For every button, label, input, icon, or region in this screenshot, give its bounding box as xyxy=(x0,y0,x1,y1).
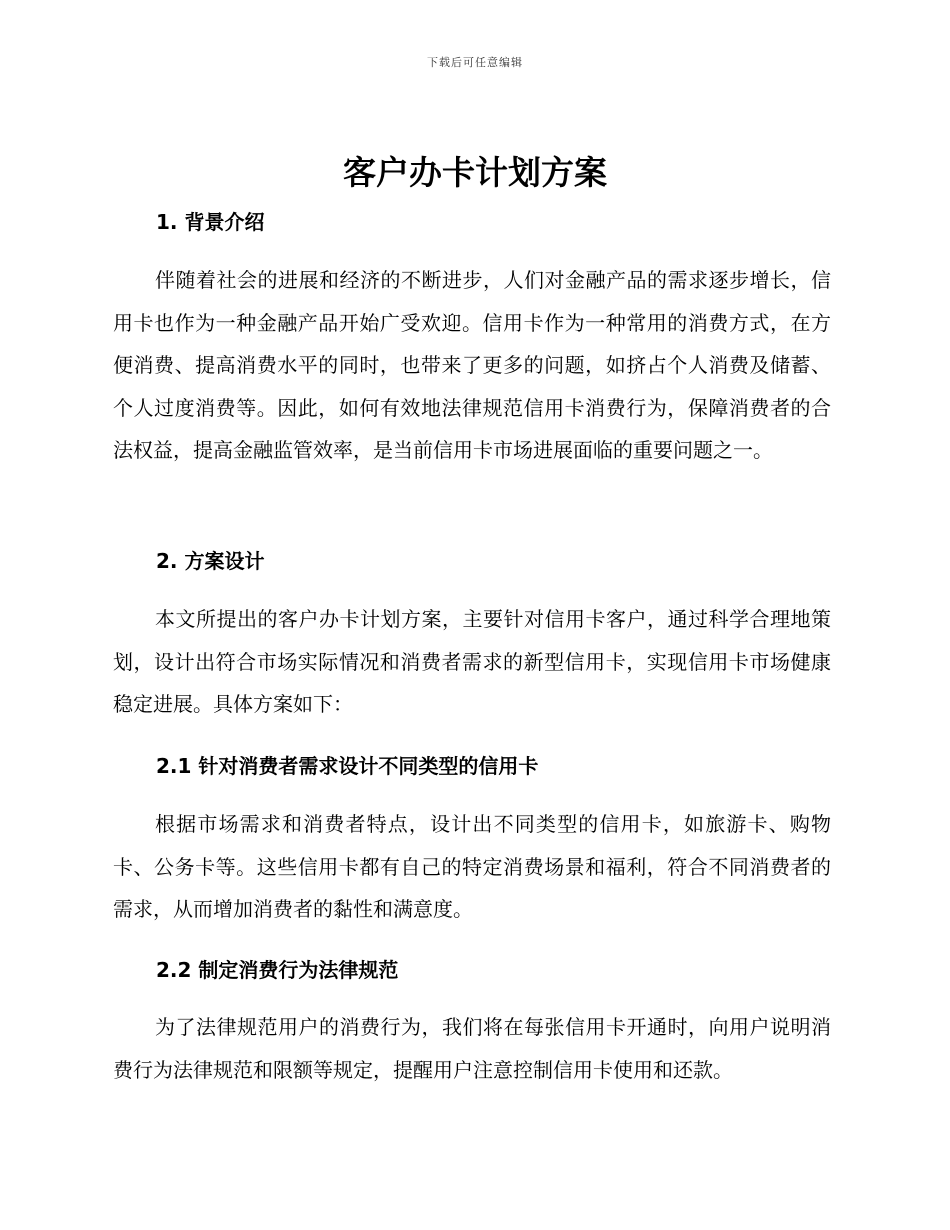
section-heading-consumption-rules: 2.2 制定消费行为法律规范 xyxy=(156,958,399,982)
header-note: 下载后可任意编辑 xyxy=(427,56,523,69)
section-paragraph-card-types: 根据市场需求和消费者特点，设计出不同类型的信用卡，如旅游卡、购物卡、公务卡等。这些信用卡都有自己的特定消费场景和福利，符合不同消费者的需求，从而增加消费者的黏性和满意度。 xyxy=(113,812,831,921)
section-paragraph-consumption-rules: 为了法律规范用户的消费行为，我们将在每张信用卡开通时，向用户说明消费行为法律规范和限额等规定，提醒用户注意控制信用卡使用和还款。 xyxy=(113,1015,831,1082)
section-heading-card-types: 2.1 针对消费者需求设计不同类型的信用卡 xyxy=(156,754,539,778)
section-paragraph-plan-design: 本文所提出的客户办卡计划方案，主要针对信用卡客户，通过科学合理地策划，设计出符合市场实际情况和消费者需求的新型信用卡，实现信用卡市场健康稳定进展。具体方案如下： xyxy=(113,607,831,716)
section-heading-background: 1. 背景介绍 xyxy=(156,210,265,234)
section-heading-plan-design: 2. 方案设计 xyxy=(156,549,265,573)
section-paragraph-background: 伴随着社会的进展和经济的不断进步，人们对金融产品的需求逐步增长，信用卡也作为一种金融产品开始广受欢迎。信用卡作为一种常用的消费方式，在方便消费、提高消费水平的同时，也带来了更多的问题，如挤占个人消费及储蓄、个人过度消费等。因此，如何有效地法律规范信用卡消费行为，保障消费者的合法权益，提高金融监管效率，是当前信用卡市场进展面临的重要问题之一。 xyxy=(113,268,831,462)
document-title: 客户办卡计划方案 xyxy=(343,153,607,192)
